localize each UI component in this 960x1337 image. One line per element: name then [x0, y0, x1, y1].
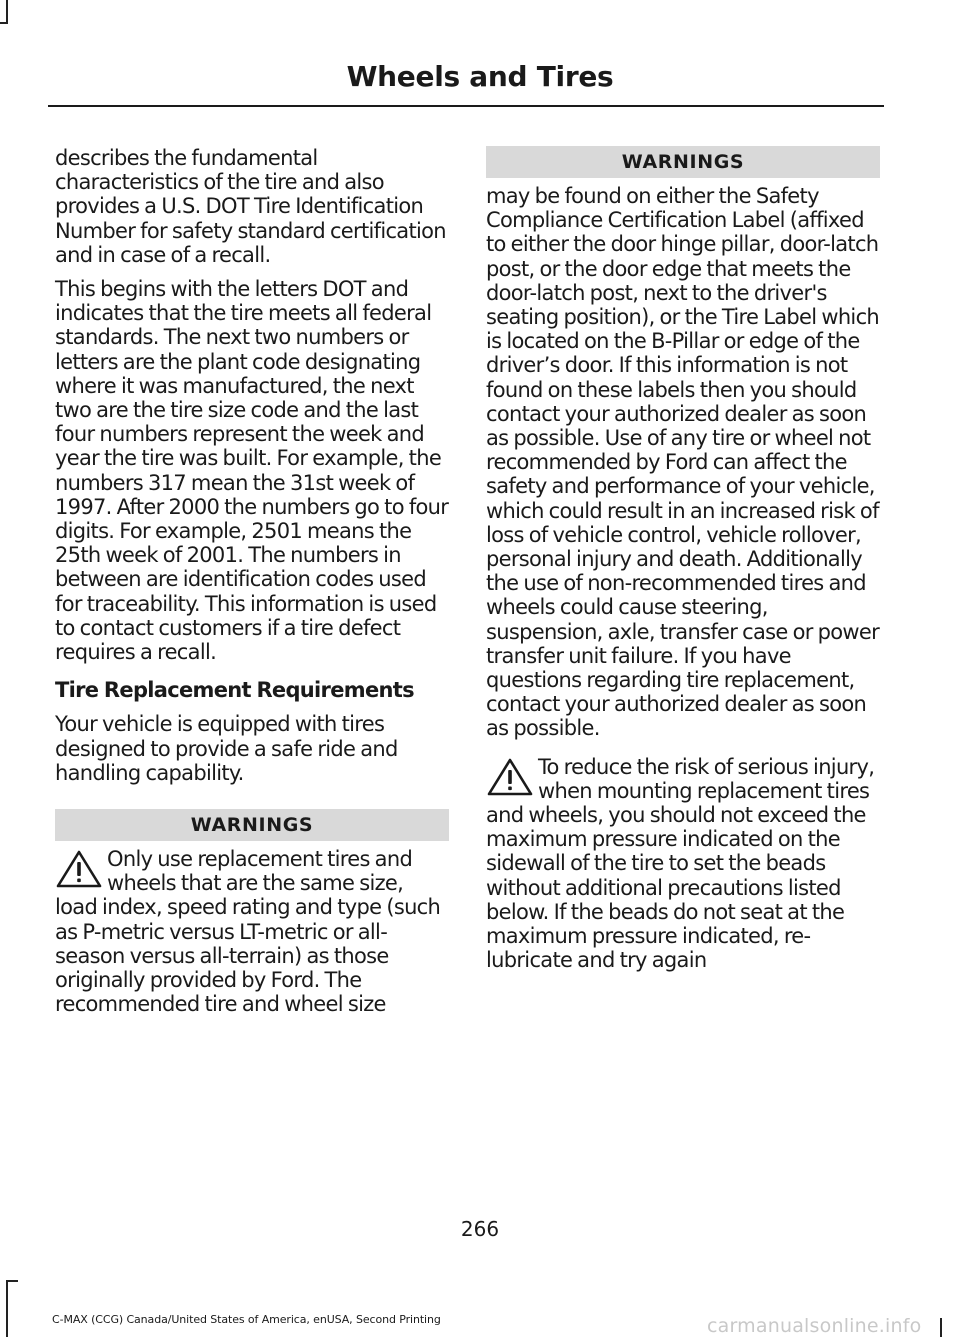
- crop-mark: [6, 0, 8, 24]
- warning-triangle-icon: [486, 757, 534, 797]
- crop-mark: [6, 1280, 18, 1282]
- crop-mark: [6, 1280, 8, 1337]
- warning-block: [486, 755, 880, 973]
- left-column: [55, 146, 449, 1027]
- crop-mark: [0, 22, 7, 24]
- warning-block: [55, 847, 449, 1016]
- warnings-banner: WARNINGS: [55, 809, 449, 841]
- header-divider: [48, 105, 884, 107]
- edition-footer: C-MAX (CCG) Canada/United States of America, enUSA, Second Printing: [52, 1313, 441, 1326]
- page-number: 266: [460, 1217, 500, 1241]
- warning-text-mounting: To reduce the risk of serious injury, when mounting replacement tires and wheels, you should not exceed the maximum pressure indicated on the sidewall of the tire to set the beads without additional precautions listed below. If the beads do not seat at the maximum pressure indicated, re-lubricate and try again: [486, 754, 875, 973]
- warnings-banner: WARNINGS: [486, 146, 880, 178]
- warning-triangle-icon: [55, 849, 103, 889]
- watermark: carmanualsonline.info: [707, 1315, 922, 1337]
- crop-mark: [940, 1318, 942, 1337]
- page-title: Wheels and Tires: [346, 60, 614, 93]
- warning-text-replacement: Only use replacement tires and wheels that are the same size, load index, speed rating and type (such as P-metric versus LT-metric or all-season versus all-terrain) as those originally provided by Ford. The recommended tire and wheel size: [55, 847, 441, 1017]
- paragraph-tire-equipment: Your vehicle is equipped with tires designed to provide a safe ride and handling capability.: [55, 712, 398, 785]
- warning-text-continued: may be found on either the Safety Compliance Certification Label (affixed to either the door hinge pillar, door-latch post, or the door edge that meets the door-latch post, next to the driver's seating position), or the Tire Label which is located on the B-Pillar or edge of the driver’s door. If this information is not found on these labels then you should contact your authorized dealer as soon as possible. Use of any tire or wheel not recommended by Ford can affect the safety and performance of your vehicle, which could result in an increased risk of loss of vehicle control, vehicle rollover, personal injury and death. Additionally the use of non-recommended tires and wheels could cause steering, suspension, axle, transfer case or power transfer unit failure. If you have questions regarding tire replacement, contact your authorized dealer as soon as possible.: [486, 184, 880, 741]
- section-heading: Tire Replacement Requirements: [55, 678, 414, 703]
- right-column: [486, 146, 880, 983]
- paragraph-dot-code: This begins with the letters DOT and indicates that the tire meets all federal standards. The next two numbers or letters are the plant code designating where it was manufactured, the next two are the tire size code and the last four numbers represent the week and year the tire was built. For example, the numbers 317 mean the 31st week of 1997. After 2000 the numbers go to four digits. For example, 2501 means the 25th week of 2001. The numbers in between are identification codes used for traceability. This information is used to contact customers if a tire defect requires a recall.: [55, 277, 449, 665]
- paragraph-tire-characteristics: describes the fundamental characteristics of the tire and also provides a U.S. DOT Tire Identification Number for safety standard certification and in case of a recall.: [55, 146, 446, 267]
